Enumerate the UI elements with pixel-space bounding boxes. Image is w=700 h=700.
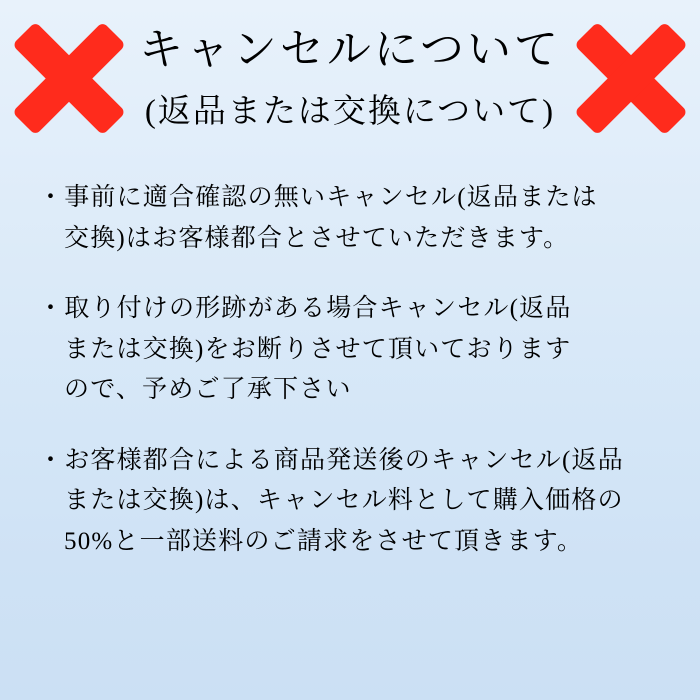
list-item-line: 交換)はお客様都合とさせていただきます。 — [64, 224, 570, 252]
list-item-line: ・事前に適合確認の無いキャンセル(返品または — [38, 184, 598, 211]
title-block — [0, 22, 700, 134]
list-item-line: または交換)をお断りさせて頂いております — [64, 335, 572, 363]
list-item — [38, 289, 666, 411]
page-subtitle: (返品または交換について) — [144, 94, 556, 130]
list-item-line: または交換)は、キャンセル料として購入価格の — [64, 487, 624, 514]
list-item — [38, 441, 666, 563]
page-title: キャンセルについて — [138, 25, 562, 74]
list-item — [38, 178, 666, 259]
list-item-line: ・取り付けの形跡がある場合キャンセル(返品 — [38, 295, 572, 322]
notice-list — [0, 178, 700, 562]
list-item-line: 50%と一部送料のご請求をさせて頂きます。 — [64, 527, 584, 555]
list-item-line: ・お客様都合による商品発送後のキャンセル(返品 — [38, 446, 624, 474]
page-header — [0, 0, 700, 165]
list-item-line: ので、予めご了承下さい — [64, 376, 352, 403]
